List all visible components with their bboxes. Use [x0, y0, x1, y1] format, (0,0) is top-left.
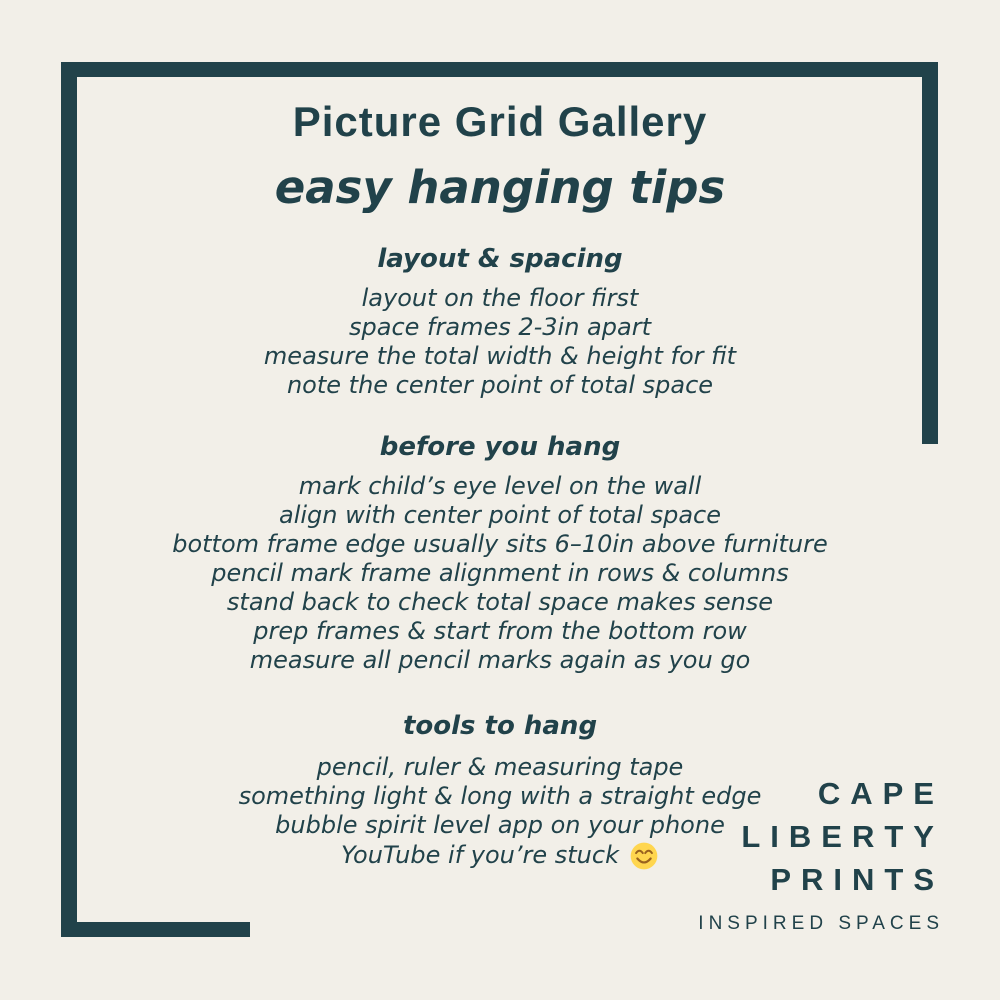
page-title: Picture Grid Gallery	[292, 98, 708, 145]
section-before-you-hang	[0, 432, 1000, 675]
tip-line: measure the total width & height for fit	[263, 342, 737, 370]
smiling-face-emoji-icon	[629, 841, 659, 871]
tip-line: stand back to check total space makes sense	[226, 588, 774, 616]
tip-line: pencil, ruler & measuring tape	[316, 753, 684, 781]
section-heading: before you hang	[379, 432, 621, 462]
tip-line: something light & long with a straight edge	[238, 782, 762, 810]
page-subtitle: easy hanging tips	[274, 161, 726, 214]
tip-line: mark child’s eye level on the wall	[298, 472, 702, 500]
tip-line: align with center point of total space	[278, 501, 722, 529]
tip-line: YouTube if you’re stuck	[341, 841, 619, 869]
tip-line: layout on the floor first	[361, 284, 639, 312]
tip-line: note the center point of total space	[286, 371, 714, 399]
brand-block	[698, 772, 944, 935]
tip-line: bottom frame edge usually sits 6–10in above furniture	[172, 530, 828, 558]
frame-bottom-bar	[61, 922, 250, 937]
brand-tagline: INSPIRED SPACES	[698, 913, 944, 934]
tip-line: space frames 2-3in apart	[349, 313, 651, 341]
tip-line: measure all pencil marks again as you go	[249, 646, 751, 674]
brand-name-line: LIBERTY	[741, 819, 944, 854]
brand-name-line: CAPE	[817, 776, 944, 811]
tip-line: pencil mark frame alignment in rows & columns	[211, 559, 789, 587]
brand-name-line: PRINTS	[770, 862, 944, 897]
section-layout-spacing	[0, 244, 1000, 400]
section-heading: tools to hang	[402, 711, 598, 741]
section-heading: layout & spacing	[377, 244, 623, 274]
tip-line: bubble spirit level app on your phone	[275, 811, 725, 839]
tip-line: prep frames & start from the bottom row	[253, 617, 747, 645]
